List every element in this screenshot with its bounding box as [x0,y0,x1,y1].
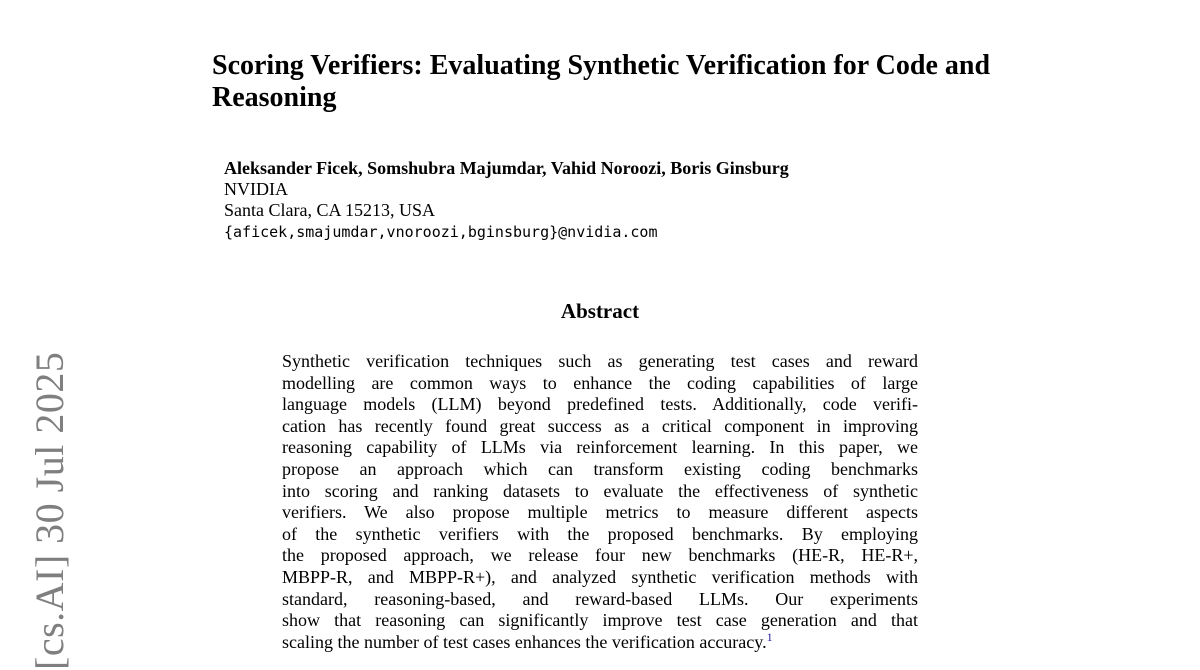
author-names: Aleksander Ficek, Somshubra Majumdar, Vahid Noroozi, Boris Ginsburg [224,158,789,178]
arxiv-side-stamp [26,340,72,670]
abstract-line: modelling are common ways to enhance the coding capabilities of large [282,372,918,393]
author-address: Santa Clara, CA 15213, USA [224,200,435,220]
abstract-line: cation has recently found great success as a critical component in improving [282,415,918,436]
abstract-line-last [282,629,918,654]
author-email: {aficek,smajumdar,vnoroozi,bginsburg}@nvidia.com [224,223,658,241]
abstract-line: propose an approach which can transform existing coding benchmarks [282,458,918,479]
abstract-line-last-text: scaling the number of test cases enhances the verification accuracy. [282,631,767,652]
abstract-line: Synthetic verification techniques such as generating test cases and reward [282,351,918,371]
abstract-line: the proposed approach, we release four new benchmarks (HE-R, HE-R+, [282,545,918,566]
abstract-line: language models (LLM) beyond predefined tests. Additionally, code verifi- [282,394,918,415]
abstract-line: standard, reasoning-based, and reward-based LLMs. Our experiments [282,588,918,609]
abstract-line: of the synthetic verifiers with the proposed benchmarks. By employing [282,523,918,544]
author-affiliation: NVIDIA [224,179,288,199]
arxiv-stamp-text: [cs.AI] 30 Jul 2025 [27,351,72,670]
author-block [224,158,984,243]
abstract-line: show that reasoning can significantly improve test case generation and that [282,610,918,631]
abstract-heading: Abstract [560,299,640,323]
abstract-line: MBPP-R, and MBPP-R+), and analyzed synthetic verification methods with [282,566,918,587]
abstract-body [282,351,918,653]
abstract-line: into scoring and ranking datasets to evaluate the effectiveness of synthetic [282,480,918,501]
abstract-line: verifiers. We also propose multiple metrics to measure different aspects [282,502,918,523]
footnote-marker-link[interactable]: 1 [766,629,773,644]
abstract-line: reasoning capability of LLMs via reinforcement learning. In this paper, we [282,437,918,458]
paper-title: Scoring Verifiers: Evaluating Synthetic Verification for Code and Reasoning [212,50,991,113]
